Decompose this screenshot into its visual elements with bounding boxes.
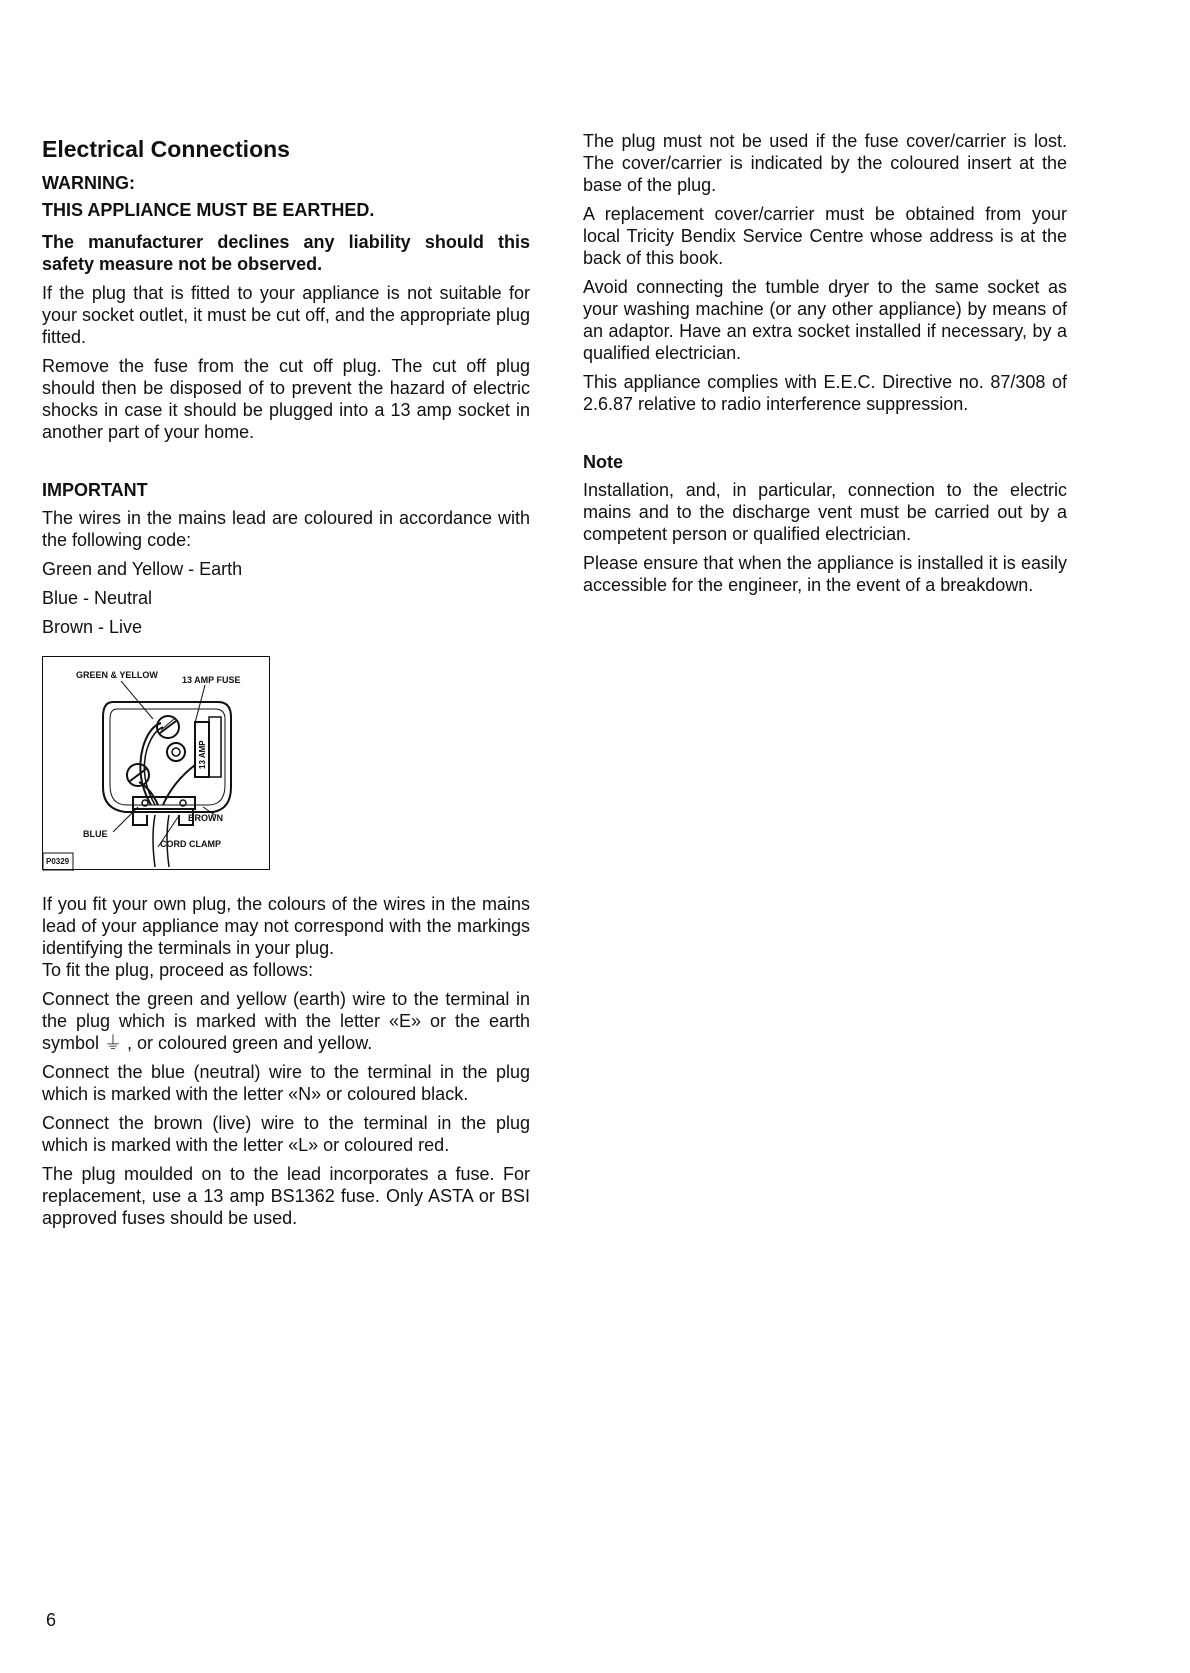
label-brown: BROWN [188, 813, 223, 823]
paragraph-fuse-cover: The plug must not be used if the fuse cover/carrier is lost. The cover/carrier is indicated by the coloured insert at the base of the plug. [583, 131, 1067, 195]
paragraph-avoid-adaptor: Avoid connecting the tumble dryer to the same socket as your washing machine (or any other appliance) by means of an adaptor. Have an extra socket installed if necessary, by a qualified electrician. [583, 277, 1067, 363]
paragraph-plug-unsuitable: If the plug that is fitted to your appliance is not suitable for your socket outlet, it must be cut off, and the appropriate plug fitted. [42, 283, 530, 347]
important-heading: IMPORTANT [42, 480, 148, 500]
warning-heading: WARNING: [42, 173, 135, 193]
code-earth: Green and Yellow - Earth [42, 559, 243, 579]
code-live: Brown - Live [42, 617, 143, 637]
label-13-amp-fuse: 13 AMP FUSE [182, 675, 241, 685]
connect-earth-text: Connect the green and yellow (earth) wire to the terminal in the plug which is marked with the letter «E» or the earth symbol [42, 989, 530, 1053]
paragraph-remove-fuse: Remove the fuse from the cut off plug. The cut off plug should then be disposed of to prevent the hazard of electric shocks in case it should be plugged into a 13 amp socket in another part of your home. [42, 356, 530, 442]
code-neutral: Blue - Neutral [42, 588, 153, 608]
paragraph-own-plug: If you fit your own plug, the colours of the wires in the mains lead of your appliance may not correspond with the markings identifying the terminals in your plug. [42, 894, 530, 958]
right-column [583, 130, 1067, 603]
paragraph-eec-directive: This appliance complies with E.E.C. Directive no. 87/308 of 2.6.87 relative to radio interference suppression. [583, 372, 1067, 414]
wires-intro: The wires in the mains lead are coloured in accordance with the following code: [42, 508, 530, 550]
paragraph-accessibility: Please ensure that when the appliance is installed it is easily accessible for the engineer, in the event of a breakdown. [583, 553, 1067, 595]
connect-earth-text-end: , or coloured green and yellow. [127, 1033, 373, 1053]
plug-wiring-diagram [42, 656, 270, 870]
paragraph-installation: Installation, and, in particular, connection to the electric mains and to the discharge vent must be carried out by a competent person or qualified electrician. [583, 480, 1067, 544]
label-blue: BLUE [83, 829, 108, 839]
figure-code: P0329 [46, 857, 70, 866]
liability-notice: The manufacturer declines any liability should this safety measure not be observed. [42, 232, 530, 274]
plug-drawing [43, 657, 271, 871]
left-column [42, 130, 530, 645]
paragraph-connect-earth [42, 988, 530, 1054]
paragraph-fuse-replacement: The plug moulded on to the lead incorporates a fuse. For replacement, use a 13 amp BS1362 fuse. Only ASTA or BSI approved fuses should be used. [42, 1164, 530, 1228]
note-heading: Note [583, 452, 623, 472]
label-cord-clamp: CORD CLAMP [160, 839, 221, 849]
paragraph-fit-plug: To fit the plug, proceed as follows: [42, 960, 314, 980]
page-number: 6 [46, 1610, 57, 1630]
fuse-label: 13 AMP [198, 740, 207, 769]
paragraph-connect-live: Connect the brown (live) wire to the terminal in the plug which is marked with the letter «L» or coloured red. [42, 1113, 530, 1155]
earth-symbol-icon: ⏚ [104, 1033, 123, 1053]
left-column-lower [42, 893, 530, 1236]
label-green-yellow: GREEN & YELLOW [76, 670, 158, 680]
paragraph-replacement-cover: A replacement cover/carrier must be obtained from your local Tricity Bendix Service Centre whose address is at the back of this book. [583, 204, 1067, 268]
earthed-warning: THIS APPLIANCE MUST BE EARTHED. [42, 200, 375, 220]
section-title: Electrical Connections [42, 136, 290, 162]
paragraph-connect-neutral: Connect the blue (neutral) wire to the terminal in the plug which is marked with the letter «N» or coloured black. [42, 1062, 530, 1104]
